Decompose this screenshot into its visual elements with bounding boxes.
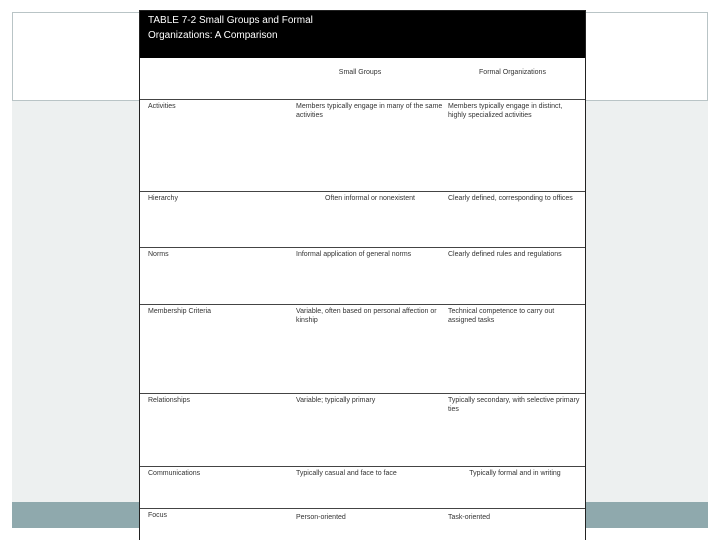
table-title: TABLE 7-2 Small Groups and Formal Organizations: A Comparison: [148, 15, 313, 41]
small-groups-cell: Typically casual and face to face: [296, 470, 397, 477]
row-label: Hierarchy: [148, 195, 178, 202]
small-groups-cell: Variable, often based on personal affection or kinship: [296, 308, 437, 324]
table-row-relationships: [140, 394, 585, 467]
row-label: Communications: [148, 470, 201, 477]
table-title-bar: [140, 11, 585, 58]
column-header-small-groups: Small Groups: [338, 69, 382, 76]
formal-organizations-cell: Clearly defined, corresponding to offices: [448, 195, 573, 202]
row-label: Norms: [148, 251, 169, 258]
small-groups-cell: Often informal or nonexistent: [325, 195, 415, 202]
table-row-activities: [140, 100, 585, 192]
formal-organizations-cell: Typically secondary, with selective primary ties: [448, 397, 580, 413]
comparison-table: [139, 10, 586, 540]
formal-organizations-cell: Technical competence to carry out assigned tasks: [448, 308, 555, 324]
small-groups-cell: Person-oriented: [296, 514, 346, 521]
small-groups-cell: Informal application of general norms: [296, 251, 412, 258]
row-label: Relationships: [148, 397, 191, 404]
table-row-hierarchy: [140, 192, 585, 248]
formal-organizations-cell: Task-oriented: [448, 514, 491, 521]
small-groups-cell: Variable; typically primary: [296, 397, 376, 404]
column-header-formal-organizations: Formal Organizations: [479, 69, 546, 76]
formal-organizations-cell: Clearly defined rules and regulations: [448, 251, 562, 258]
row-label: Membership Criteria: [148, 308, 212, 315]
table-row-norms: [140, 248, 585, 305]
table-header-row: [140, 58, 585, 100]
formal-organizations-cell: Typically formal and in writing: [469, 470, 561, 477]
table-row-focus: [140, 509, 585, 541]
row-label: Activities: [148, 103, 176, 110]
table-row-communications: [140, 467, 585, 509]
formal-organizations-cell: Members typically engage in distinct, highly specialized activities: [448, 103, 563, 119]
row-label: Focus: [148, 512, 168, 519]
small-groups-cell: Members typically engage in many of the same activities: [296, 103, 443, 119]
table-row-membership-criteria: [140, 305, 585, 394]
